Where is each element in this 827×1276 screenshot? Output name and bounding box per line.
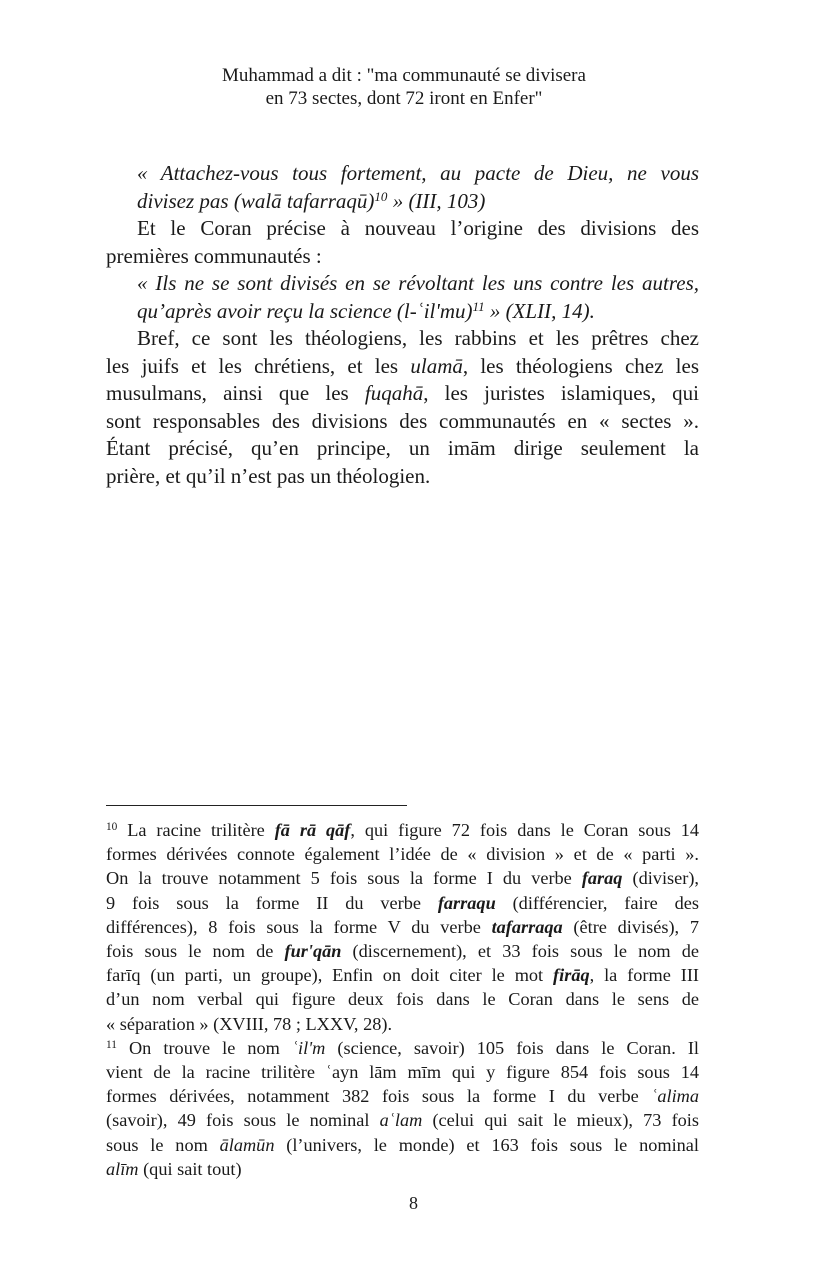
fn-text: farīq (un parti, un groupe), Enfin on doit citer le mot [106, 965, 554, 986]
fn-text: sous le nom [106, 1134, 220, 1155]
fn-text: (savoir), 49 fois sous le nominal [106, 1110, 380, 1131]
paragraph-1-line-2: premières communautés : [106, 243, 322, 268]
fn-text: , la forme III [589, 965, 699, 986]
footnote-10-line-7 [106, 963, 699, 987]
page-number: 8 [409, 1193, 418, 1213]
header-line-1: Muhammad a dit : "ma communauté se divisera [222, 65, 586, 86]
term-alamun: ālamūn [219, 1134, 275, 1155]
paragraph-2-line-3 [106, 380, 699, 408]
fn-text: différences), 8 fois sous la forme V du verbe [106, 916, 492, 937]
footnote-number-10: 10 [106, 820, 118, 833]
fn-text: fois sous le nom de [106, 941, 285, 962]
fn-text: (différencier, faire des [495, 892, 699, 913]
term-alam: aʿlam [379, 1110, 423, 1131]
footnote-10-line-2: formes dérivées connote également l’idée de « division » et de « parti ». [106, 844, 699, 865]
p2-text: , les juristes islamiques, qui [423, 381, 699, 405]
term-alim: alīm [106, 1158, 139, 1179]
header-line-2: en 73 sectes, dont 72 iront en Enfer" [265, 88, 543, 109]
footnote-11-line-3 [106, 1084, 699, 1108]
term-faraq: faraq [581, 868, 623, 889]
footnote-10-line-8: d’un nom verbal qui figure deux fois dans le Coran dans le sens de [106, 989, 699, 1010]
fn-text: (être divisés), 7 [562, 916, 699, 937]
footnote-separator [106, 805, 407, 806]
footnote-11-line-4 [106, 1108, 699, 1132]
footnote-ref-11[interactable]: 11 [472, 298, 485, 314]
footnote-11-line-5 [106, 1133, 699, 1157]
fn-text: (l’univers, le monde) et 163 fois sous le nominal [274, 1134, 699, 1155]
p2-text: musulmans, ainsi que les [106, 381, 365, 405]
term-alima: ʿalima [651, 1086, 699, 1107]
term-furqan: fur'qān [284, 941, 342, 962]
paragraph-1-line-1: Et le Coran précise à nouveau l’origine des divisions des [137, 216, 699, 240]
p2-text: , les théologiens chez les [462, 353, 699, 378]
quote-1-line-2 [137, 188, 699, 216]
paragraph-2-line-4: sont responsables des divisions des communautés en « sectes ». [106, 408, 699, 433]
term-ulama: ulamā [410, 353, 463, 378]
fn-text: On trouve le nom [116, 1037, 292, 1058]
footnote-11-line-2: vient de la racine trilitère ʿayn lām mīm qui y figure 854 fois sous 14 [106, 1062, 699, 1083]
footnote-10-line-1 [106, 818, 699, 842]
footnote-11-line-6 [106, 1157, 699, 1181]
term-fa-ra-qaf: fā rā qāf [274, 820, 351, 840]
p2-text: les juifs et les chrétiens, et les [106, 353, 411, 378]
paragraph-2-line-1: Bref, ce sont les théologiens, les rabbins et les prêtres chez [137, 326, 699, 350]
footnote-ref-10[interactable]: 10 [374, 188, 388, 204]
term-fuqaha: fuqahā [364, 381, 424, 405]
quote-1-text: divisez pas (walā tafarraqū) [137, 188, 375, 213]
quote-2-line-1: « Ils ne se sont divisés en se révoltant les uns contre les autres, [137, 271, 699, 295]
footnote-11-line-1 [106, 1036, 699, 1060]
quote-2-text: qu’après avoir reçu la science (l-ʿil'mu) [137, 298, 473, 323]
fn-text: (qui sait tout) [138, 1158, 242, 1179]
paragraph-2-line-6: prière, et qu’il n’est pas un théologien. [106, 463, 431, 488]
footnote-10-line-4 [106, 891, 699, 915]
footnote-10-line-9: « séparation » (XVIII, 78 ; LXXV, 28). [106, 1013, 393, 1034]
fn-text: formes dérivées, notamment 382 fois sous la forme I du verbe [106, 1086, 652, 1107]
fn-text: La racine trilitère [117, 820, 275, 840]
fn-text: 9 fois sous la forme II du verbe [106, 892, 438, 913]
footnotes [106, 818, 699, 1181]
quote-1-line-1: « Attachez-vous tous fortement, au pacte de Dieu, ne vous [137, 161, 699, 185]
footnote-11 [106, 1036, 699, 1181]
quote-1-source: » (III, 103) [387, 188, 486, 213]
running-header [104, 64, 704, 110]
quote-2-line-2 [137, 298, 699, 326]
main-text [106, 160, 699, 490]
term-farraqu: farraqu [437, 892, 496, 913]
paragraph-2-line-5: Étant précisé, qu’en principe, un imām dirige seulement la [106, 436, 699, 460]
footnote-number-11: 11 [106, 1038, 117, 1051]
fn-text: (science, savoir) 105 fois dans le Coran. Il [325, 1037, 699, 1058]
footnote-10 [106, 818, 699, 1036]
paragraph-2-line-2 [106, 353, 699, 381]
footnote-10-line-6 [106, 939, 699, 963]
fn-text: (diviser), [622, 868, 699, 889]
term-firaq: firāq [553, 965, 590, 986]
paragraph-1 [106, 215, 699, 270]
fn-text: , qui figure 72 fois dans le Coran sous 14 [350, 820, 699, 840]
quote-2-source: » (XLII, 14). [484, 298, 595, 323]
term-tafarraqa: tafarraqa [491, 916, 563, 937]
fn-text: On la trouve notamment 5 fois sous la forme I du verbe [106, 868, 582, 889]
quote-1 [106, 160, 699, 215]
term-ilm: ʿil'm [291, 1037, 326, 1058]
fn-text: (discernement), et 33 fois sous le nom de [341, 941, 699, 962]
fn-text: (celui qui sait le mieux), 73 fois [422, 1110, 699, 1131]
footnote-10-line-5 [106, 915, 699, 939]
footnote-10-line-3 [106, 866, 699, 890]
quote-2 [106, 270, 699, 325]
paragraph-2 [106, 325, 699, 490]
